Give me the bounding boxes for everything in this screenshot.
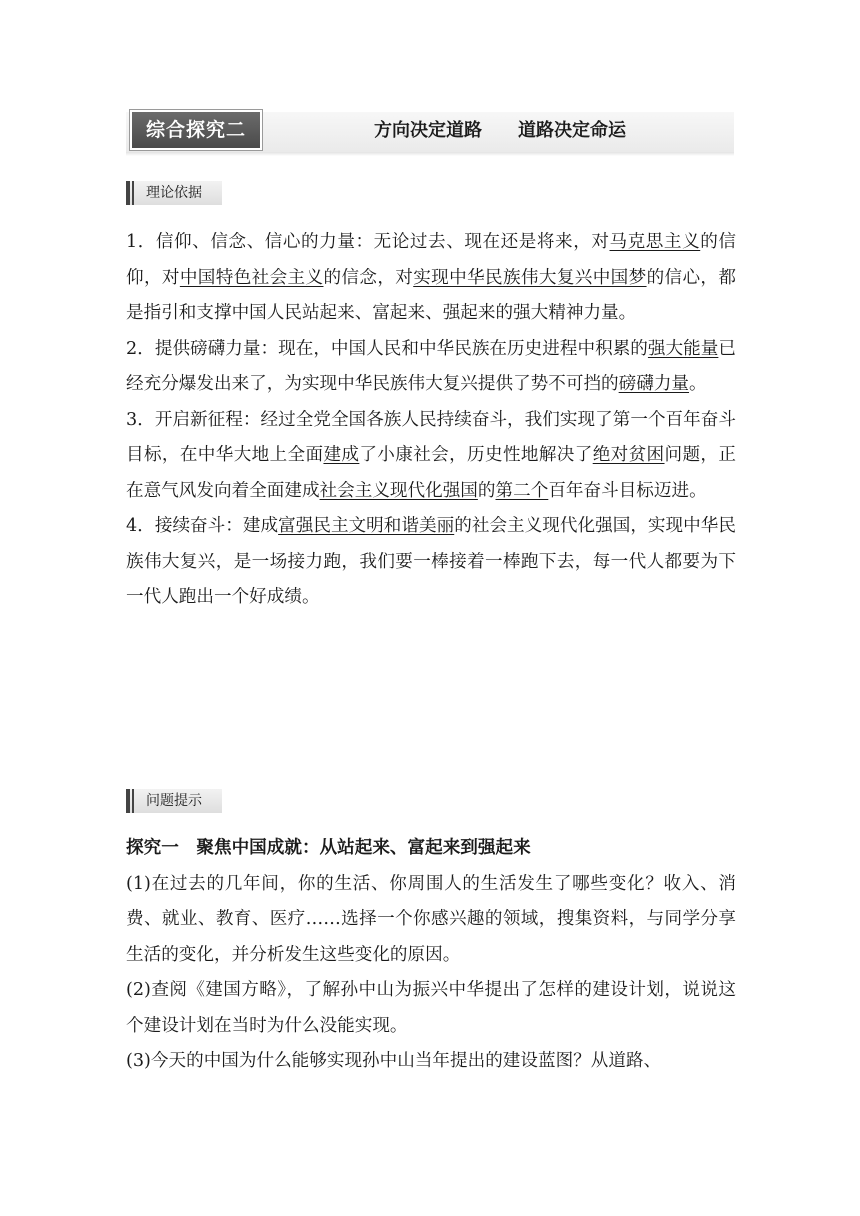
item-text: 开启新征程：经过全党全国各族人民持续奋斗，我们实现了第一个百年奋斗目标，在中华大地上全面	[126, 409, 736, 465]
underlined-key-term: 中国特色社会主义	[179, 267, 324, 288]
label-bar-icon	[126, 789, 130, 813]
item-text: 的社会主义现代化强国，实现中华民族伟大复兴，是一场接力跑，我们要一棒接着一棒跑下去，每一代人都要为下一代人跑出一个好成绩。	[126, 516, 736, 607]
banner-shadow	[126, 152, 734, 156]
inquiry-title: 探究一 聚焦中国成就：从站起来、富起来到强起来	[126, 838, 531, 858]
item-text: 的信仰，对	[126, 232, 736, 288]
item-text: 百年奋斗目标迈进。	[548, 480, 707, 501]
underlined-key-term: 建成	[323, 445, 360, 465]
theory-list	[126, 225, 736, 616]
underlined-key-term: 实现中华民族伟大复兴中国梦	[413, 267, 647, 288]
section-label-text: 问题提示	[146, 793, 202, 809]
underlined-key-term: 第二个	[495, 480, 549, 501]
item-text: 问题，正在意气风发向着全面建成	[126, 445, 736, 501]
item-text: 的信念，对	[323, 267, 414, 288]
chapter-tag: 综合探究二	[130, 110, 262, 150]
item-number: 2．	[126, 338, 155, 359]
chapter-banner	[126, 110, 734, 154]
item-number: 3．	[126, 409, 155, 430]
underlined-key-term: 强大能量	[647, 338, 719, 359]
item-text: 接续奋斗：建成	[154, 516, 279, 536]
item-text: 的	[477, 480, 496, 501]
item-text: 的信心，都是指引和支撑中国人民站起来、富起来、强起来的强大精神力量。	[126, 267, 736, 323]
underlined-key-term: 磅礴力量	[618, 374, 690, 394]
item-text: 已经充分爆发出来了，为实现中华民族伟大复兴提供了势不可挡的	[126, 338, 736, 394]
section-label-questions	[126, 789, 222, 813]
item-number: 1．	[126, 232, 156, 252]
label-bar-icon	[132, 181, 134, 205]
section-label-theory	[126, 181, 222, 205]
question-item: (3)今天的中国为什么能够实现孙中山当年提出的建设蓝图？从道路、	[126, 1051, 662, 1071]
item-number: 4．	[126, 516, 155, 536]
item-text: 。	[689, 374, 707, 394]
underlined-key-term: 富强民主文明和谐美丽	[278, 516, 455, 536]
item-text: 了小康社会，历史性地解决了	[359, 445, 593, 465]
theory-item	[126, 509, 736, 616]
question-item: (2)查阅《建国方略》，了解孙中山为振兴中华提出了怎样的建设计划，说说这个建设计划在当时为什么没能实现。	[126, 980, 736, 1036]
section-label-text: 理论依据	[146, 185, 202, 201]
questions-list	[126, 831, 736, 1080]
theory-item	[126, 403, 736, 510]
underlined-key-term: 社会主义现代化强国	[319, 480, 478, 501]
label-bar-icon	[132, 789, 134, 813]
theory-item	[126, 332, 736, 403]
question-item: (1)在过去的几年间，你的生活、你周围人的生活发生了哪些变化？收入、消费、就业、教育、医疗……选择一个你感兴趣的领域，搜集资料，与同学分享生活的变化，并分析发生这些变化的原因。	[126, 873, 736, 965]
underlined-key-term: 绝对贫困	[592, 445, 665, 465]
theory-item	[126, 225, 736, 332]
label-bar-icon	[126, 181, 130, 205]
item-text: 提供磅礴力量：现在，中国人民和中华民族在历史进程中积累的	[154, 338, 648, 359]
underlined-key-term: 马克思主义	[609, 232, 701, 252]
item-text: 信仰、信念、信心的力量：无论过去、现在还是将来，对	[155, 232, 610, 252]
chapter-title: 方向决定道路 道路决定命运	[374, 120, 626, 141]
